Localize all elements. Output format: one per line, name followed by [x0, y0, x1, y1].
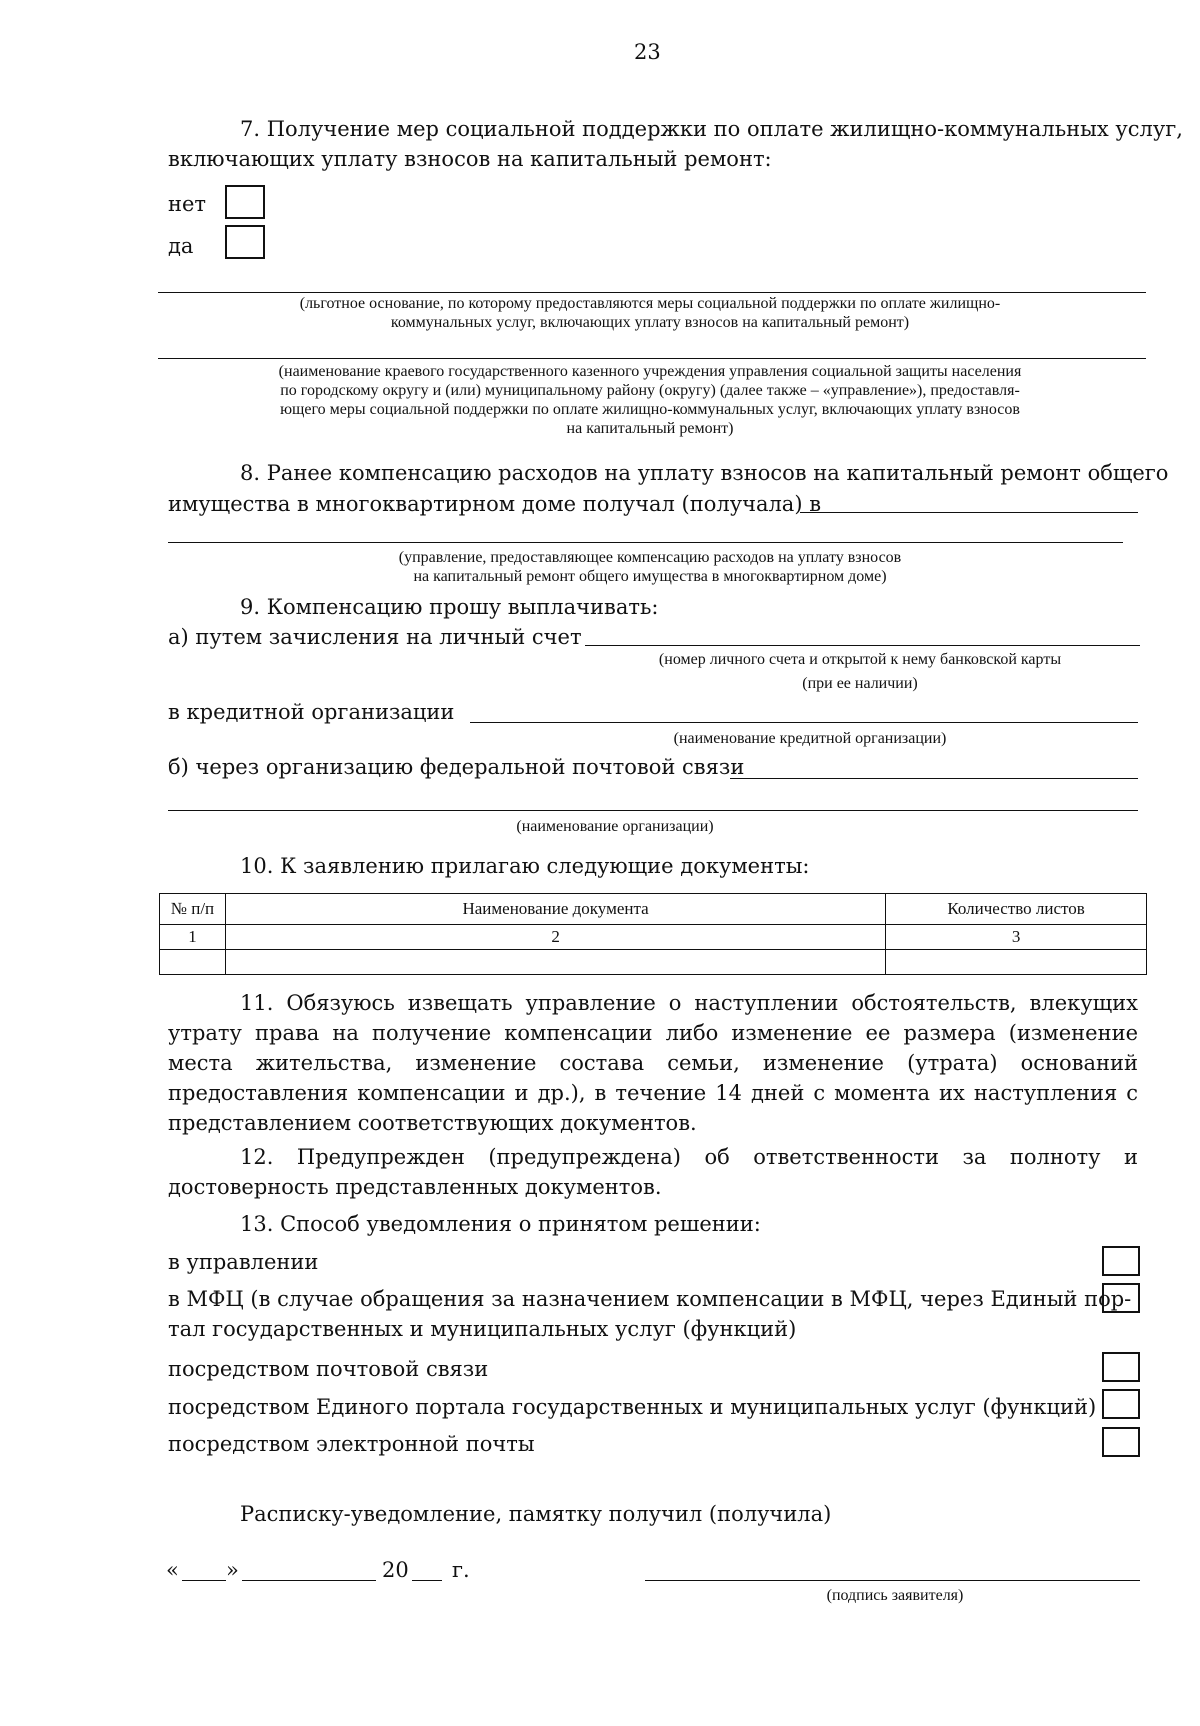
- notify-mfc-checkbox[interactable]: [1102, 1283, 1140, 1313]
- receipt-text: Расписку-уведомление, памятку получил (получила): [240, 1502, 832, 1526]
- section-11-text: 11. Обязуюсь извещать управление о наступлении обстоятельств, влекущих утрату права на получение компенсации либо изменение ее размера (изменение места жительства, изменение состава семьи, изменение (утрата) оснований предоставления компенсации и др.), в течение 14 дней с момента их наступления с представлением соответствующих документов.: [168, 991, 1138, 1135]
- section-12-text: 12. Предупрежден (предупреждена) об ответственности за полноту и достоверность представленных документов.: [168, 1145, 1138, 1199]
- postal-field[interactable]: [730, 778, 1138, 779]
- section-7-heading: 7. Получение мер социальной поддержки по оплате жилищно-коммунальных услуг,: [240, 117, 1183, 141]
- institution-caption-3: ющего меры социальной поддержки по оплате жилищно-коммунальных услуг, включающих уплату взносов: [280, 401, 1020, 418]
- quote-close: »: [226, 1558, 239, 1582]
- column-number-3: 3: [886, 925, 1147, 950]
- notify-portal-label: посредством Единого портала государственных и муниципальных услуг (функций): [168, 1395, 1097, 1419]
- benefit-basis-caption-1: (льготное основание, по которому предоставляются меры социальной поддержки по оплате жилищно-: [299, 295, 1001, 312]
- table-cell[interactable]: [886, 950, 1147, 975]
- section-8-caption-2: на капитальный ремонт общего имущества в многоквартирном доме): [413, 568, 887, 585]
- quote-open: «: [166, 1558, 179, 1582]
- table-numbering-row: [160, 925, 1147, 950]
- year-prefix: 20: [382, 1558, 409, 1582]
- column-number-1: 1: [160, 925, 226, 950]
- account-caption-2: (при ее наличии): [802, 675, 918, 692]
- option-yes-label: да: [168, 234, 194, 258]
- account-caption-1: (номер личного счета и открытой к нему банковской карты: [658, 651, 1062, 668]
- column-number-2: 2: [225, 925, 885, 950]
- signature-field[interactable]: [645, 1580, 1140, 1581]
- section-9-heading: 9. Компенсацию прошу выплачивать:: [240, 595, 659, 619]
- postal-field-2[interactable]: [168, 810, 1138, 811]
- notify-office-label: в управлении: [168, 1250, 319, 1274]
- notify-mfc-label-2: тал государственных и муниципальных услуг (функций): [168, 1317, 797, 1341]
- section-8-line-2: имущества в многоквартирном доме получал (получала) в: [168, 492, 822, 516]
- table-header-row: [160, 894, 1147, 925]
- section-7-heading-cont: включающих уплату взносов на капитальный ремонт:: [168, 147, 772, 171]
- header-sheet-count: Количество листов: [886, 894, 1147, 925]
- table-row[interactable]: [160, 950, 1147, 975]
- month-field[interactable]: [242, 1580, 376, 1581]
- documents-table: [159, 893, 1147, 975]
- notify-email-checkbox[interactable]: [1102, 1427, 1140, 1457]
- benefit-basis-field[interactable]: [158, 292, 1146, 293]
- notify-office-checkbox[interactable]: [1102, 1246, 1140, 1276]
- day-field[interactable]: [182, 1580, 226, 1581]
- prior-compensation-field-2[interactable]: [168, 542, 1123, 543]
- notify-email-label: посредством электронной почты: [168, 1432, 535, 1456]
- section-8-line-1: 8. Ранее компенсацию расходов на уплату взносов на капитальный ремонт общего: [240, 461, 1169, 485]
- benefit-basis-caption-2: коммунальных услуг, включающих уплату взносов на капитальный ремонт): [390, 314, 910, 331]
- institution-caption-4: на капитальный ремонт): [566, 420, 734, 437]
- section-8-caption-1: (управление, предоставляющее компенсацию расходов на уплату взносов: [398, 549, 902, 566]
- notify-post-checkbox[interactable]: [1102, 1352, 1140, 1382]
- institution-field[interactable]: [158, 358, 1146, 359]
- institution-caption-2: по городскому округу и (или) муниципальному району (округу) (далее также – «управление»), предоставля-: [280, 382, 1020, 399]
- notify-portal-checkbox[interactable]: [1102, 1389, 1140, 1419]
- option-no-checkbox[interactable]: [225, 185, 265, 219]
- signature-caption: (подпись заявителя): [826, 1587, 964, 1604]
- prior-compensation-field[interactable]: [800, 512, 1138, 513]
- notify-post-label: посредством почтовой связи: [168, 1357, 489, 1381]
- option-no-label: нет: [168, 192, 207, 216]
- year-field[interactable]: [412, 1580, 442, 1581]
- section-10-heading: 10. К заявлению прилагаю следующие документы:: [240, 854, 810, 878]
- postal-caption: (наименование организации): [516, 818, 714, 835]
- header-number: № п/п: [160, 894, 226, 925]
- section-13-heading: 13. Способ уведомления о принятом решении:: [240, 1212, 761, 1236]
- year-suffix: г.: [452, 1558, 470, 1582]
- credit-org-field[interactable]: [470, 722, 1138, 723]
- credit-org-caption: (наименование кредитной организации): [673, 730, 947, 747]
- page-number: 23: [634, 40, 661, 64]
- credit-org-label: в кредитной организации: [168, 700, 455, 724]
- table-cell[interactable]: [225, 950, 885, 975]
- account-number-field[interactable]: [585, 645, 1140, 646]
- table-cell[interactable]: [160, 950, 226, 975]
- option-yes-checkbox[interactable]: [225, 225, 265, 259]
- postal-label: б) через организацию федеральной почтовой связи: [168, 755, 745, 779]
- institution-caption-1: (наименование краевого государственного казенного учреждения управления социальной защиты населения: [278, 363, 1022, 380]
- notify-mfc-label-1: в МФЦ (в случае обращения за назначением компенсации в МФЦ, через Единый пор-: [168, 1287, 1132, 1311]
- account-label: а) путем зачисления на личный счет: [168, 625, 582, 649]
- header-document-name: Наименование документа: [225, 894, 885, 925]
